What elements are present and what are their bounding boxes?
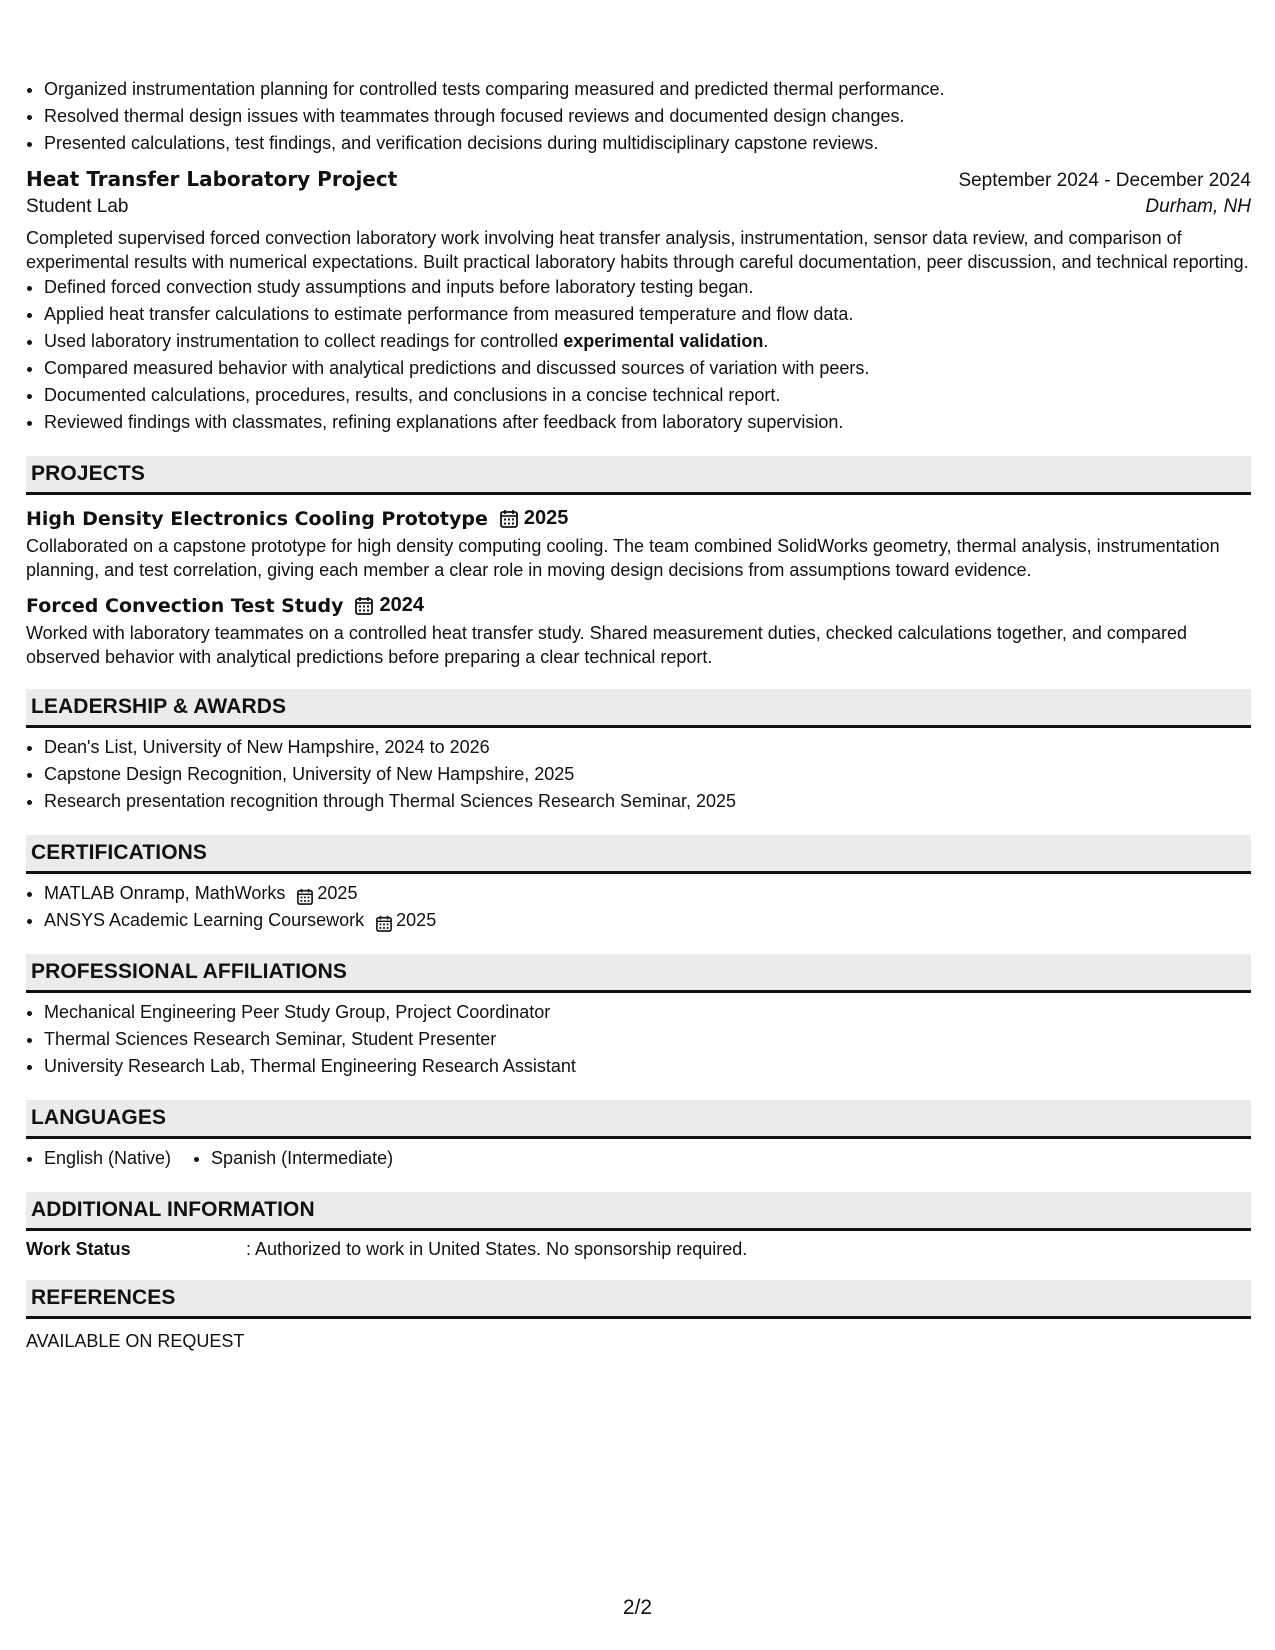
calendar-icon xyxy=(355,596,373,615)
project-item xyxy=(26,507,1251,582)
list-item: • English (Native) xyxy=(44,1145,171,1172)
list-item: • University Research Lab, Thermal Engineering Research Assistant xyxy=(44,1053,1251,1080)
entry-sub-row xyxy=(26,196,1251,218)
resume-page xyxy=(26,78,1251,1352)
list-item: • Compared measured behavior with analytical predictions and discussed sources of variation with peers. xyxy=(44,355,1251,382)
list-item: • Applied heat transfer calculations to estimate performance from measured temperature and flow data. xyxy=(44,301,1251,328)
list-item: • Reviewed findings with classmates, refining explanations after feedback from laboratory supervision. xyxy=(44,409,1251,436)
project-title: High Density Electronics Cooling Prototype xyxy=(26,507,488,530)
list-item: • Thermal Sciences Research Seminar, Student Presenter xyxy=(44,1026,1251,1053)
project-year: 2024 xyxy=(379,594,424,616)
list-item: • Research presentation recognition through Thermal Sciences Research Seminar, 2025 xyxy=(44,788,1251,815)
carryover-bullet-list xyxy=(26,76,1251,157)
section-header-affiliations: PROFESSIONAL AFFILIATIONS xyxy=(26,954,1251,993)
bullet-text: . xyxy=(763,331,769,351)
leadership-list xyxy=(26,734,1251,815)
list-item: • Presented calculations, test findings, and verification decisions during multidisciplinary capstone reviews. xyxy=(44,130,1251,157)
certification-year: 2025 xyxy=(317,883,358,903)
list-item: • Resolved thermal design issues with teammates through focused reviews and documented design changes. xyxy=(44,103,1251,130)
project-title: Forced Convection Test Study xyxy=(26,594,344,617)
section-header-languages: LANGUAGES xyxy=(26,1100,1251,1139)
list-item: • Organized instrumentation planning for controlled tests comparing measured and predicted thermal performance. xyxy=(44,76,1251,103)
certifications-list xyxy=(26,880,1251,934)
list-item: • Spanish (Intermediate) xyxy=(211,1145,393,1172)
project-description: Worked with laboratory teammates on a controlled heat transfer study. Shared measurement duties, checked calculations together, and compared observed behavior with analytical predictions before preparing a clear technical report. xyxy=(26,623,1187,667)
entry-location: Durham, NH xyxy=(1145,196,1251,217)
calendar-icon xyxy=(500,509,518,528)
entry-title: Heat Transfer Laboratory Project xyxy=(26,167,398,191)
list-item xyxy=(44,880,1251,907)
project-description: Collaborated on a capstone prototype for high density computing cooling. The team combined SolidWorks geometry, thermal analysis, instrumentation planning, and test correlation, giving each member a clear role in moving design decisions from assumptions toward evidence. xyxy=(26,536,1220,580)
entry-bullet-list xyxy=(26,274,1251,436)
certification-year: 2025 xyxy=(396,910,437,930)
certification-name: MATLAB Onramp, MathWorks xyxy=(44,883,286,903)
entry-title-row xyxy=(26,167,1251,192)
calendar-icon xyxy=(376,913,392,930)
section-header-certifications: CERTIFICATIONS xyxy=(26,835,1251,874)
list-item: • Capstone Design Recognition, University of New Hampshire, 2025 xyxy=(44,761,1251,788)
project-title-row xyxy=(26,594,1251,617)
work-status-value: : Authorized to work in United States. No sponsorship required. xyxy=(246,1239,748,1259)
section-header-additional: ADDITIONAL INFORMATION xyxy=(26,1192,1251,1231)
page-number: 2/2 xyxy=(622,1596,653,1619)
list-item: • Mechanical Engineering Peer Study Group, Project Coordinator xyxy=(44,999,1251,1026)
bullet-text: Used laboratory instrumentation to collect readings for controlled xyxy=(44,331,564,351)
work-status-row xyxy=(26,1239,1251,1260)
languages-list xyxy=(26,1145,1251,1172)
section-header-projects: PROJECTS xyxy=(26,456,1251,495)
list-item: • Documented calculations, procedures, results, and conclusions in a concise technical report. xyxy=(44,382,1251,409)
list-item xyxy=(44,907,1251,934)
experience-entry xyxy=(26,167,1251,436)
section-header-leadership: LEADERSHIP & AWARDS xyxy=(26,689,1251,728)
work-status-label: Work Status xyxy=(26,1239,131,1259)
entry-dates: September 2024 - December 2024 xyxy=(958,170,1251,191)
list-item: • Dean's List, University of New Hampshire, 2024 to 2026 xyxy=(44,734,1251,761)
references-text: AVAILABLE ON REQUEST xyxy=(26,1331,245,1351)
project-year: 2025 xyxy=(523,507,569,529)
list-item xyxy=(44,328,1251,355)
calendar-icon xyxy=(297,886,313,903)
entry-summary: Completed supervised forced convection laboratory work involving heat transfer analysis, instrumentation, sensor data review, and comparison of experimental results with numerical expectations. Built practical laboratory habits through careful documentation, peer discussion, and technical reporting. xyxy=(26,228,1249,272)
affiliations-list xyxy=(26,999,1251,1080)
list-item: • Defined forced convection study assumptions and inputs before laboratory testing began. xyxy=(44,274,1251,301)
project-title-row xyxy=(26,507,1251,530)
project-item xyxy=(26,594,1251,669)
section-header-references: REFERENCES xyxy=(26,1280,1251,1319)
certification-name: ANSYS Academic Learning Coursework xyxy=(44,910,365,930)
entry-organization: Student Lab xyxy=(26,196,129,217)
bullet-bold-text: experimental validation xyxy=(563,331,764,351)
